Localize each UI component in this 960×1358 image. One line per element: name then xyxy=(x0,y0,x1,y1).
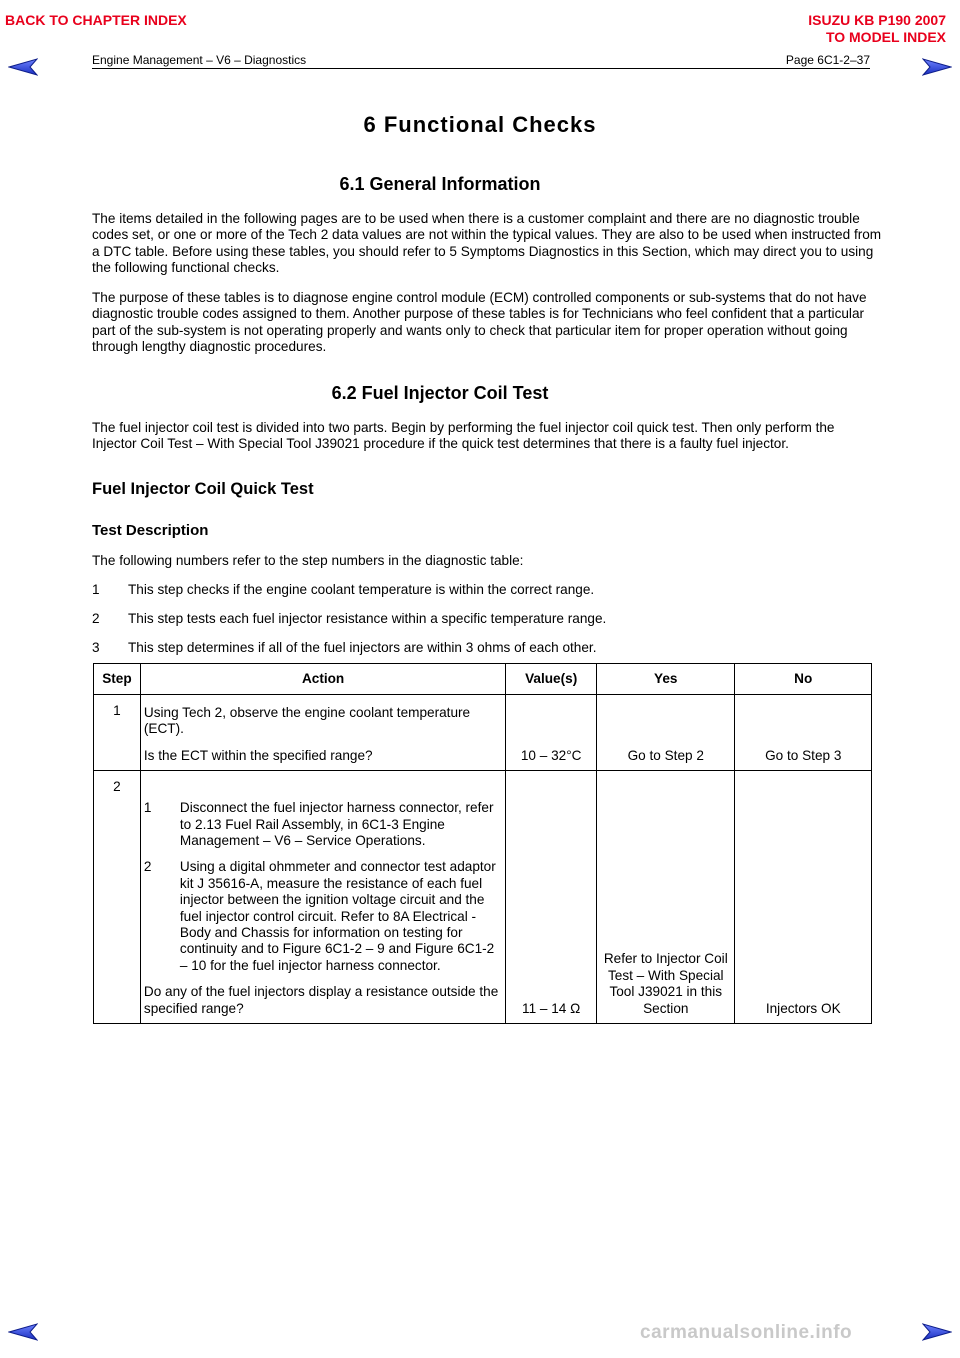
back-to-chapter-index-link[interactable]: BACK TO CHAPTER INDEX xyxy=(5,12,187,28)
list-item-number: 3 xyxy=(92,640,100,655)
action-question: Do any of the fuel injectors display a resistance outside the specified range? xyxy=(143,984,499,1016)
value-cell: 10 – 32°C xyxy=(506,695,597,771)
list-item-number: 1 xyxy=(92,582,100,597)
step-number: 1 xyxy=(94,695,141,771)
list-item-text: This step checks if the engine coolant temperature is within the correct range. xyxy=(128,582,595,597)
section-6-2-title: 6.2 Fuel Injector Coil Test xyxy=(331,383,549,403)
section-6-2-paragraph: The fuel injector coil test is divided into two parts. Begin by performing the fuel injector coil quick test. Then only perform the Injector Coil Test – With Special Tool J39021 procedure if the quick test determines that there is a faulty fuel injector. xyxy=(92,420,835,452)
list-item-text: This step tests each fuel injector resistance within a specific temperature range. xyxy=(128,611,607,626)
value-cell: 11 – 14 Ω xyxy=(506,771,597,1024)
model-title: ISUZU KB P190 2007 xyxy=(808,12,946,28)
yes-cell: Go to Step 2 xyxy=(597,695,735,771)
quick-test-title: Fuel Injector Coil Quick Test xyxy=(92,480,314,498)
substep-text: Disconnect the fuel injector harness connector, refer to 2.13 Fuel Rail Assembly, in 6C1-3 Engine Management – V6 – Service Operations. xyxy=(179,800,494,848)
header-step: Step xyxy=(94,664,141,695)
action-substep xyxy=(144,800,502,849)
page-number: Page 6C1-2–37 xyxy=(785,53,870,67)
page-title: 6 Functional Checks xyxy=(363,112,597,137)
list-item xyxy=(92,640,596,655)
diagnostic-table xyxy=(93,663,872,1024)
section-6-1-paragraph-2: The purpose of these tables is to diagnose engine control module (ECM) controlled components or sub-systems that do not have diagnostic trouble codes assigned to them. Another purpose of these tables is for Technicians who feel confident that a particular part of the sub-system is not operating properly and wants only to check that particular item for proper operation without going through lengthy diagnostic procedures. xyxy=(92,290,867,355)
test-description-title: Test Description xyxy=(92,522,209,539)
next-page-bottom-arrow-icon[interactable] xyxy=(922,1323,952,1341)
to-model-index-link[interactable]: TO MODEL INDEX xyxy=(825,29,946,45)
action-substep xyxy=(144,859,502,974)
list-item xyxy=(92,611,606,626)
table-row xyxy=(94,695,872,771)
watermark: carmanualsonline.info xyxy=(640,1322,853,1343)
step-number: 2 xyxy=(94,771,141,1024)
previous-page-arrow-icon[interactable] xyxy=(8,58,38,76)
substep-text: Using a digital ohmmeter and connector test adaptor kit J 35616-A, measure the resistance of each fuel injector between the ignition voltage circuit and the fuel injector control circuit. Refer to 8A Electrical - Body and Chassis for information on testing for continuity and to Figure 6C1-2 – 9 and Figure 6C1-2 – 10 for the fuel injector harness connector. xyxy=(179,859,496,973)
section-6-1-paragraph-1: The items detailed in the following pages are to be used when there is a customer complaint and there are no diagnostic trouble codes set, or one or more of the Tech 2 data values are not within the typical values. They are also to be used when instructed from a DTC table. Before using these tables, you should refer to 5 Symptoms Diagnostics in this Section, which may direct you to using the following functional checks. xyxy=(92,211,882,276)
header-no: No xyxy=(735,664,872,695)
list-item xyxy=(92,582,594,597)
no-cell: Injectors OK xyxy=(735,771,872,1024)
test-description-intro: The following numbers refer to the step numbers in the diagnostic table: xyxy=(92,553,524,568)
list-item-number: 2 xyxy=(92,611,100,626)
action-cell xyxy=(140,771,505,1024)
running-header-title: Engine Management – V6 – Diagnostics xyxy=(92,53,307,67)
header-rule xyxy=(92,68,870,69)
substep-number: 1 xyxy=(143,800,152,816)
action-question: Is the ECT within the specified range? xyxy=(143,747,373,763)
substep-number: 2 xyxy=(143,859,152,875)
list-item-text: This step determines if all of the fuel injectors are within 3 ohms of each other. xyxy=(128,640,597,655)
no-cell: Go to Step 3 xyxy=(735,695,872,771)
action-cell xyxy=(140,695,505,771)
previous-page-bottom-arrow-icon[interactable] xyxy=(8,1323,38,1341)
header-values: Value(s) xyxy=(506,664,597,695)
section-6-1-title: 6.1 General Information xyxy=(339,174,541,194)
action-instruction: Using Tech 2, observe the engine coolant temperature (ECT). xyxy=(143,704,471,737)
yes-cell: Refer to Injector Coil Test – With Special Tool J39021 in this Section xyxy=(597,771,735,1024)
next-page-arrow-icon[interactable] xyxy=(922,58,952,76)
model-nav xyxy=(808,12,946,46)
table-header-row xyxy=(94,664,872,695)
header-yes: Yes xyxy=(597,664,735,695)
table-row xyxy=(94,771,872,1024)
header-action: Action xyxy=(140,664,505,695)
